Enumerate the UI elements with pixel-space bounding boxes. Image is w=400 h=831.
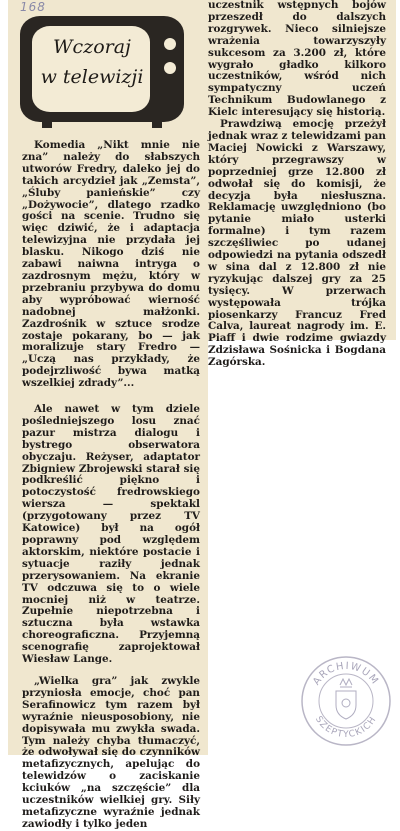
tv-header-graphic <box>20 16 184 128</box>
paragraph: Ale nawet w tym dziele pośledniejszego losu znać pazur mistrza dialogu i bystrego obserwatora obyczaju. Reżyser, adaptator Zbigniew Zbrojewski starał się podkreślić piękno i potoczystość fredrowskiego wiersza — spektakl (przygotowany przez TV Katowice) był na ogół poprawny pod względem aktorskim, niektóre postacie i sytuacje raziły jednak przerysowaniem. Na ekranie TV odczuwa się to o wiele mocniej niż w teatrze. Zupełnie niepotrzebna i sztuczna była wstawka choreograficzna. Przyjemną scenografię zaprojektował Wiesław Lange. <box>22 403 200 666</box>
tv-knob-icon <box>164 62 176 74</box>
paragraph: Prawdziwą emocję przeżył jednak wraz z telewidzami pan Maciej Nowicki z Warszawy, który przegrawszy w poprzedniej grze 12.800 zł odwołał się do komisji, że decyzja była niesłuszna. Reklamację uwzględniono (bo pytanie miało usterki formalne) i tym razem szczęśliwiec po udanej odpowiedzi na pytania odszedł w sina dal z 12.800 zł nie ryzykując dalszej gry za 25 tysięcy. W przerwach występowała trójka piosenkarzy Francuz Fred Calva, laureat nagrody im. E. Piaff i dwie rodzime gwiazdy Zdzisława Sośnicka i Bogdana Zagórska. <box>208 118 386 369</box>
coat-of-arms-icon <box>336 679 356 719</box>
paragraph: uczestnik wstępnych bojów przeszedł do dalszych rozgrywek. Nieco silniejsze wrażenia towarzyszyły sukcesom za 3.200 zł, które wygrało gładko kilkoro uczestników, wśród nich sympatyczny uczeń Technikum Budowlanego z Kielc interesujący się historią. <box>208 0 386 119</box>
article-column-left <box>22 140 200 831</box>
tv-leg <box>42 120 52 128</box>
column-title <box>38 32 146 92</box>
handwritten-note: 168 <box>20 0 46 14</box>
stamp-top-text: ARCHIWUM <box>311 660 381 688</box>
tv-knob-icon <box>164 38 176 50</box>
tv-leg <box>152 120 162 128</box>
paragraph: Komedia „Nikt mnie nie zna” należy do słabszych utworów Fredry, daleko jej do takich arcydzieł jak „Zemsta”, „Śluby panieńskie” czy „Dożywocie”, dlatego rzadko gości na scenie. Trudno się więc dziwić, że i adaptacja telewizyjna nie przydała jej blasku. Nikogo dziś nie zabawi naiwna intryga o zazdrosnym mężu, który w przebraniu przybywa do domu aby wypróbować wierność nadobnej małżonki. Zazdrośnik w sztuce srodze zostaje pokarany, bo — jak moralizuje stary Fredro — „Uczą nas przykłady, że podejrzliwość bywa matką wszelkiej zdrady”... <box>22 139 200 390</box>
column-title-line1: Wczoraj <box>53 36 131 58</box>
archive-stamp <box>300 655 392 747</box>
tv-screen <box>32 26 150 112</box>
column-title-line2: w telewizji <box>40 66 144 88</box>
article-column-right <box>208 0 386 369</box>
stamp-bottom-text: SZEPTYCKICH <box>313 714 379 741</box>
paragraph: „Wielka gra” jak zwykle przyniosła emocje, choć pan Serafinowicz tym razem był wyraźnie nieusposobiony, nie dopisywała mu zwykła swada. Tym należy chyba tłumaczyć, że odwoływał się do czynników metafizycznych, apelując do telewidzów o zaciskanie kciuków „na szczęście” dla uczestników wielkiej gry. Siły metafizyczne wyraźnie jednak zawiodły i tylko jeden <box>22 674 200 830</box>
